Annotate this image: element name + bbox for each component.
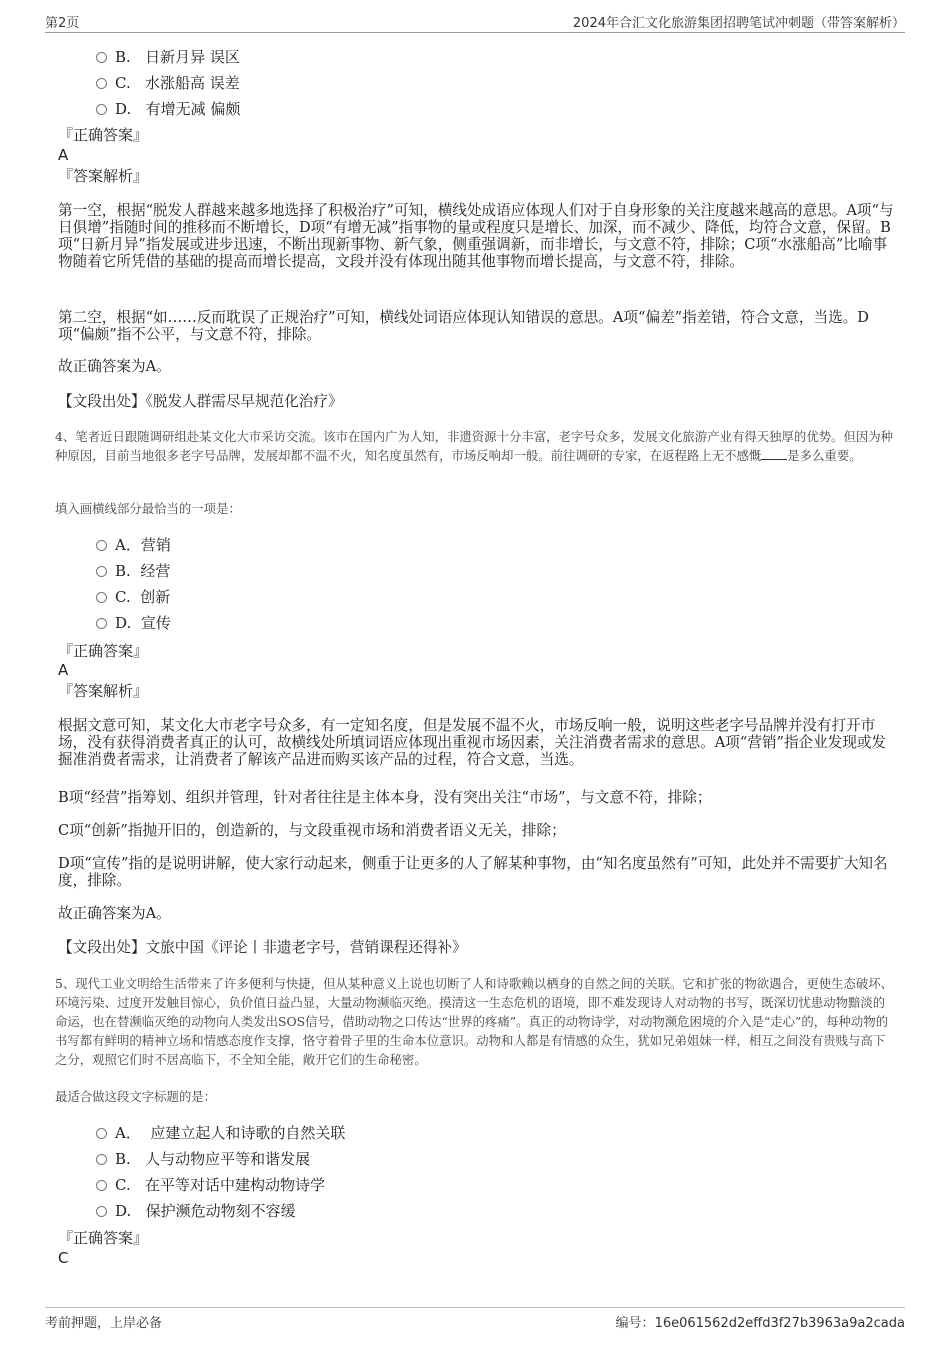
- option-letter: B.: [115, 562, 131, 580]
- q3-option-c[interactable]: [96, 73, 240, 93]
- q4-answer-tag: 『正确答案』: [58, 642, 149, 660]
- q5-option-d[interactable]: [96, 1201, 296, 1221]
- footer-slogan: 考前押题，上岸必备: [45, 1316, 163, 1331]
- option-text: 日新月异 误区: [145, 48, 240, 66]
- page-footer: [45, 1312, 905, 1331]
- q5-option-a[interactable]: [96, 1123, 345, 1143]
- radio-icon[interactable]: [96, 1180, 107, 1191]
- option-letter: A．: [115, 536, 141, 554]
- q3-analysis-p1: 第一空，根据“脱发人群越来越多地选择了积极治疗”可知，横线处成语应体现人们对于自身形象的关注度越来越高的意思。A项“与日俱增”指随时间的推移而不断增长，D项“有增无减”指事物的量或程度只是增长、加深，而不减少、降低，均符合文意，保留。B项“日新月异”指发展或进步迅速，不断出现新事物、新气象，侧重强调新，而非增长，与文意不符，排除；C项“水涨船高”比喻事物随着它所凭借的基础的提高而增长提高，文段并没有体现出随其他事物而增长提高，与文意不符，排除。: [58, 202, 894, 270]
- option-text: 在平等对话中建构动物诗学: [145, 1176, 326, 1194]
- radio-icon[interactable]: [96, 78, 107, 89]
- radio-icon[interactable]: [96, 1154, 107, 1165]
- radio-icon[interactable]: [96, 566, 107, 577]
- option-letter: C.: [115, 1176, 131, 1194]
- q4-option-a[interactable]: [96, 535, 171, 555]
- q3-analysis-tag: 『答案解析』: [58, 167, 149, 185]
- q5-prompt: 最适合做这段文字标题的是：: [55, 1089, 217, 1104]
- q4-analysis-p1: 根据文意可知，某文化大市老字号众多，有一定知名度，但是发展不温不火，市场反响一般，说明这些老字号品牌并没有打开市场，没有获得消费者真正的认可，故横线处所填词语应体现出重视市场因素，关注消费者需求的意思。A项“营销”指企业发现或发掘准消费者需求，让消费者了解该产品进而购买该产品的过程，符合文意，当选。: [58, 717, 887, 768]
- radio-icon[interactable]: [96, 592, 107, 603]
- header-divider: [45, 32, 905, 33]
- q3-source: 【文段出处】《脱发人群需尽早规范化治疗》: [58, 393, 343, 410]
- radio-icon[interactable]: [96, 1128, 107, 1139]
- q4-stem-end: 是多么重要。: [787, 448, 862, 463]
- radio-icon[interactable]: [96, 618, 107, 629]
- q4-option-c[interactable]: [96, 587, 170, 607]
- q3-analysis-p3: 故正确答案为A。: [58, 358, 171, 375]
- option-text: 创新: [140, 588, 171, 606]
- footer-divider: [45, 1307, 905, 1308]
- option-text: 人与动物应平等和谐发展: [145, 1150, 311, 1168]
- q4-answer: A: [58, 661, 69, 679]
- document-title: 2024年合汇文化旅游集团招聘笔试冲刺题（带答案解析）: [572, 16, 905, 31]
- q4-analysis-p2: B项“经营”指筹划、组织并管理，针对者往往是主体本身，没有突出关注“市场”，与文意不符，排除；: [58, 789, 712, 806]
- radio-icon[interactable]: [96, 1206, 107, 1217]
- q4-stem-text: 4、笔者近日跟随调研组赴某文化大市采访交流。该市在国内广为人知，非遗资源十分丰富，老字号众多，发展文化旅游产业有得天独厚的优势。但因为种种原因，目前当地很多老字号品牌，发展却都不温不火，知名度虽然有，市场反响却一般。前往调研的专家，在返程路上无不感慨: [55, 429, 894, 463]
- q4-analysis-tag: 『答案解析』: [58, 682, 149, 700]
- q5-option-c[interactable]: [96, 1175, 325, 1195]
- q3-option-b[interactable]: [96, 47, 240, 67]
- option-letter: B.: [115, 1150, 131, 1168]
- option-text: 水涨船高 误差: [145, 74, 240, 92]
- option-text: 宣传: [140, 614, 171, 632]
- page-number: 第2页: [45, 16, 80, 31]
- option-text: 应建立起人和诗歌的自然关联: [150, 1124, 346, 1142]
- radio-icon[interactable]: [96, 540, 107, 551]
- q4-source: 【文段出处】文旅中国《评论丨非遗老字号，营销课程还得补》: [58, 939, 467, 956]
- page-header: [45, 12, 905, 32]
- option-text: 经营: [140, 562, 171, 580]
- q4-option-d[interactable]: [96, 613, 171, 633]
- option-letter: B.: [115, 48, 131, 66]
- q3-answer: A: [58, 146, 69, 164]
- option-text: 有增无减 偏颇: [145, 100, 241, 118]
- q5-option-b[interactable]: [96, 1149, 310, 1169]
- q3-option-d[interactable]: [96, 99, 240, 119]
- q4-prompt: 填入画横线部分最恰当的一项是：: [55, 501, 241, 516]
- option-letter: D.: [115, 614, 132, 632]
- option-letter: A．: [115, 1124, 141, 1142]
- code-value: 16e061562d2effd3f27b3963a9a2cada: [654, 1316, 905, 1331]
- document-code: [616, 1312, 905, 1331]
- radio-icon[interactable]: [96, 104, 107, 115]
- q4-analysis-p3: C项“创新”指抛开旧的，创造新的，与文段重视市场和消费者语义无关，排除；: [58, 822, 566, 839]
- q4-analysis-p4: D项“宣传”指的是说明讲解，使大家行动起来，侧重于让更多的人了解某种事物，由“知名度虽然有”可知，此处并不需要扩大知名度，排除。: [58, 855, 888, 889]
- q5-answer: C: [58, 1249, 69, 1267]
- option-letter: D.: [115, 100, 132, 118]
- option-letter: D.: [115, 1202, 132, 1220]
- fill-blank: [761, 447, 787, 460]
- q4-option-b[interactable]: [96, 561, 170, 581]
- option-letter: C.: [115, 74, 131, 92]
- option-letter: C.: [115, 588, 131, 606]
- option-text: 营销: [140, 536, 171, 554]
- option-text: 保护濒危动物刻不容缓: [145, 1202, 296, 1220]
- q4-analysis-p5: 故正确答案为A。: [58, 905, 171, 922]
- code-label: 编号：: [615, 1316, 655, 1331]
- q4-stem: [55, 427, 895, 465]
- q5-stem: 5、现代工业文明给生活带来了许多便利与快捷，但从某种意义上说也切断了人和诗歌赖以栖身的自然之间的关联。它和扩张的物欲遇合，更使生态破坏、环境污染、过度开发触目惊心，负价值日益凸显，大量动物濒临灭绝。摸清这一生态危机的语境，即不难发现诗人对动物的书写，既深切忧患动物黯淡的命运，也在替濒临灭绝的动物向人类发出SOS信号，借助动物之口传达“世界的疼痛”。真正的动物诗学，对动物濒危困境的介入是“走心”的，每种动物的书写都有鲜明的精神立场和情感态度作支撑，恪守着骨子里的生命本位意识。动物和人都是有情感的众生，犹如兄弟姐妹一样，相互之间没有贵贱与高下之分，观照它们时不居高临下，不全知全能，敞开它们的生命秘密。: [55, 976, 894, 1067]
- q5-answer-tag: 『正确答案』: [58, 1229, 149, 1247]
- q3-answer-tag: 『正确答案』: [58, 126, 149, 144]
- q3-analysis-p2: 第二空，根据“如……反而耽误了正规治疗”可知，横线处词语应体现认知错误的意思。A项“偏差”指差错，符合文意，当选。D项“偏颇”指不公平，与文意不符，排除。: [58, 309, 869, 343]
- radio-icon[interactable]: [96, 52, 107, 63]
